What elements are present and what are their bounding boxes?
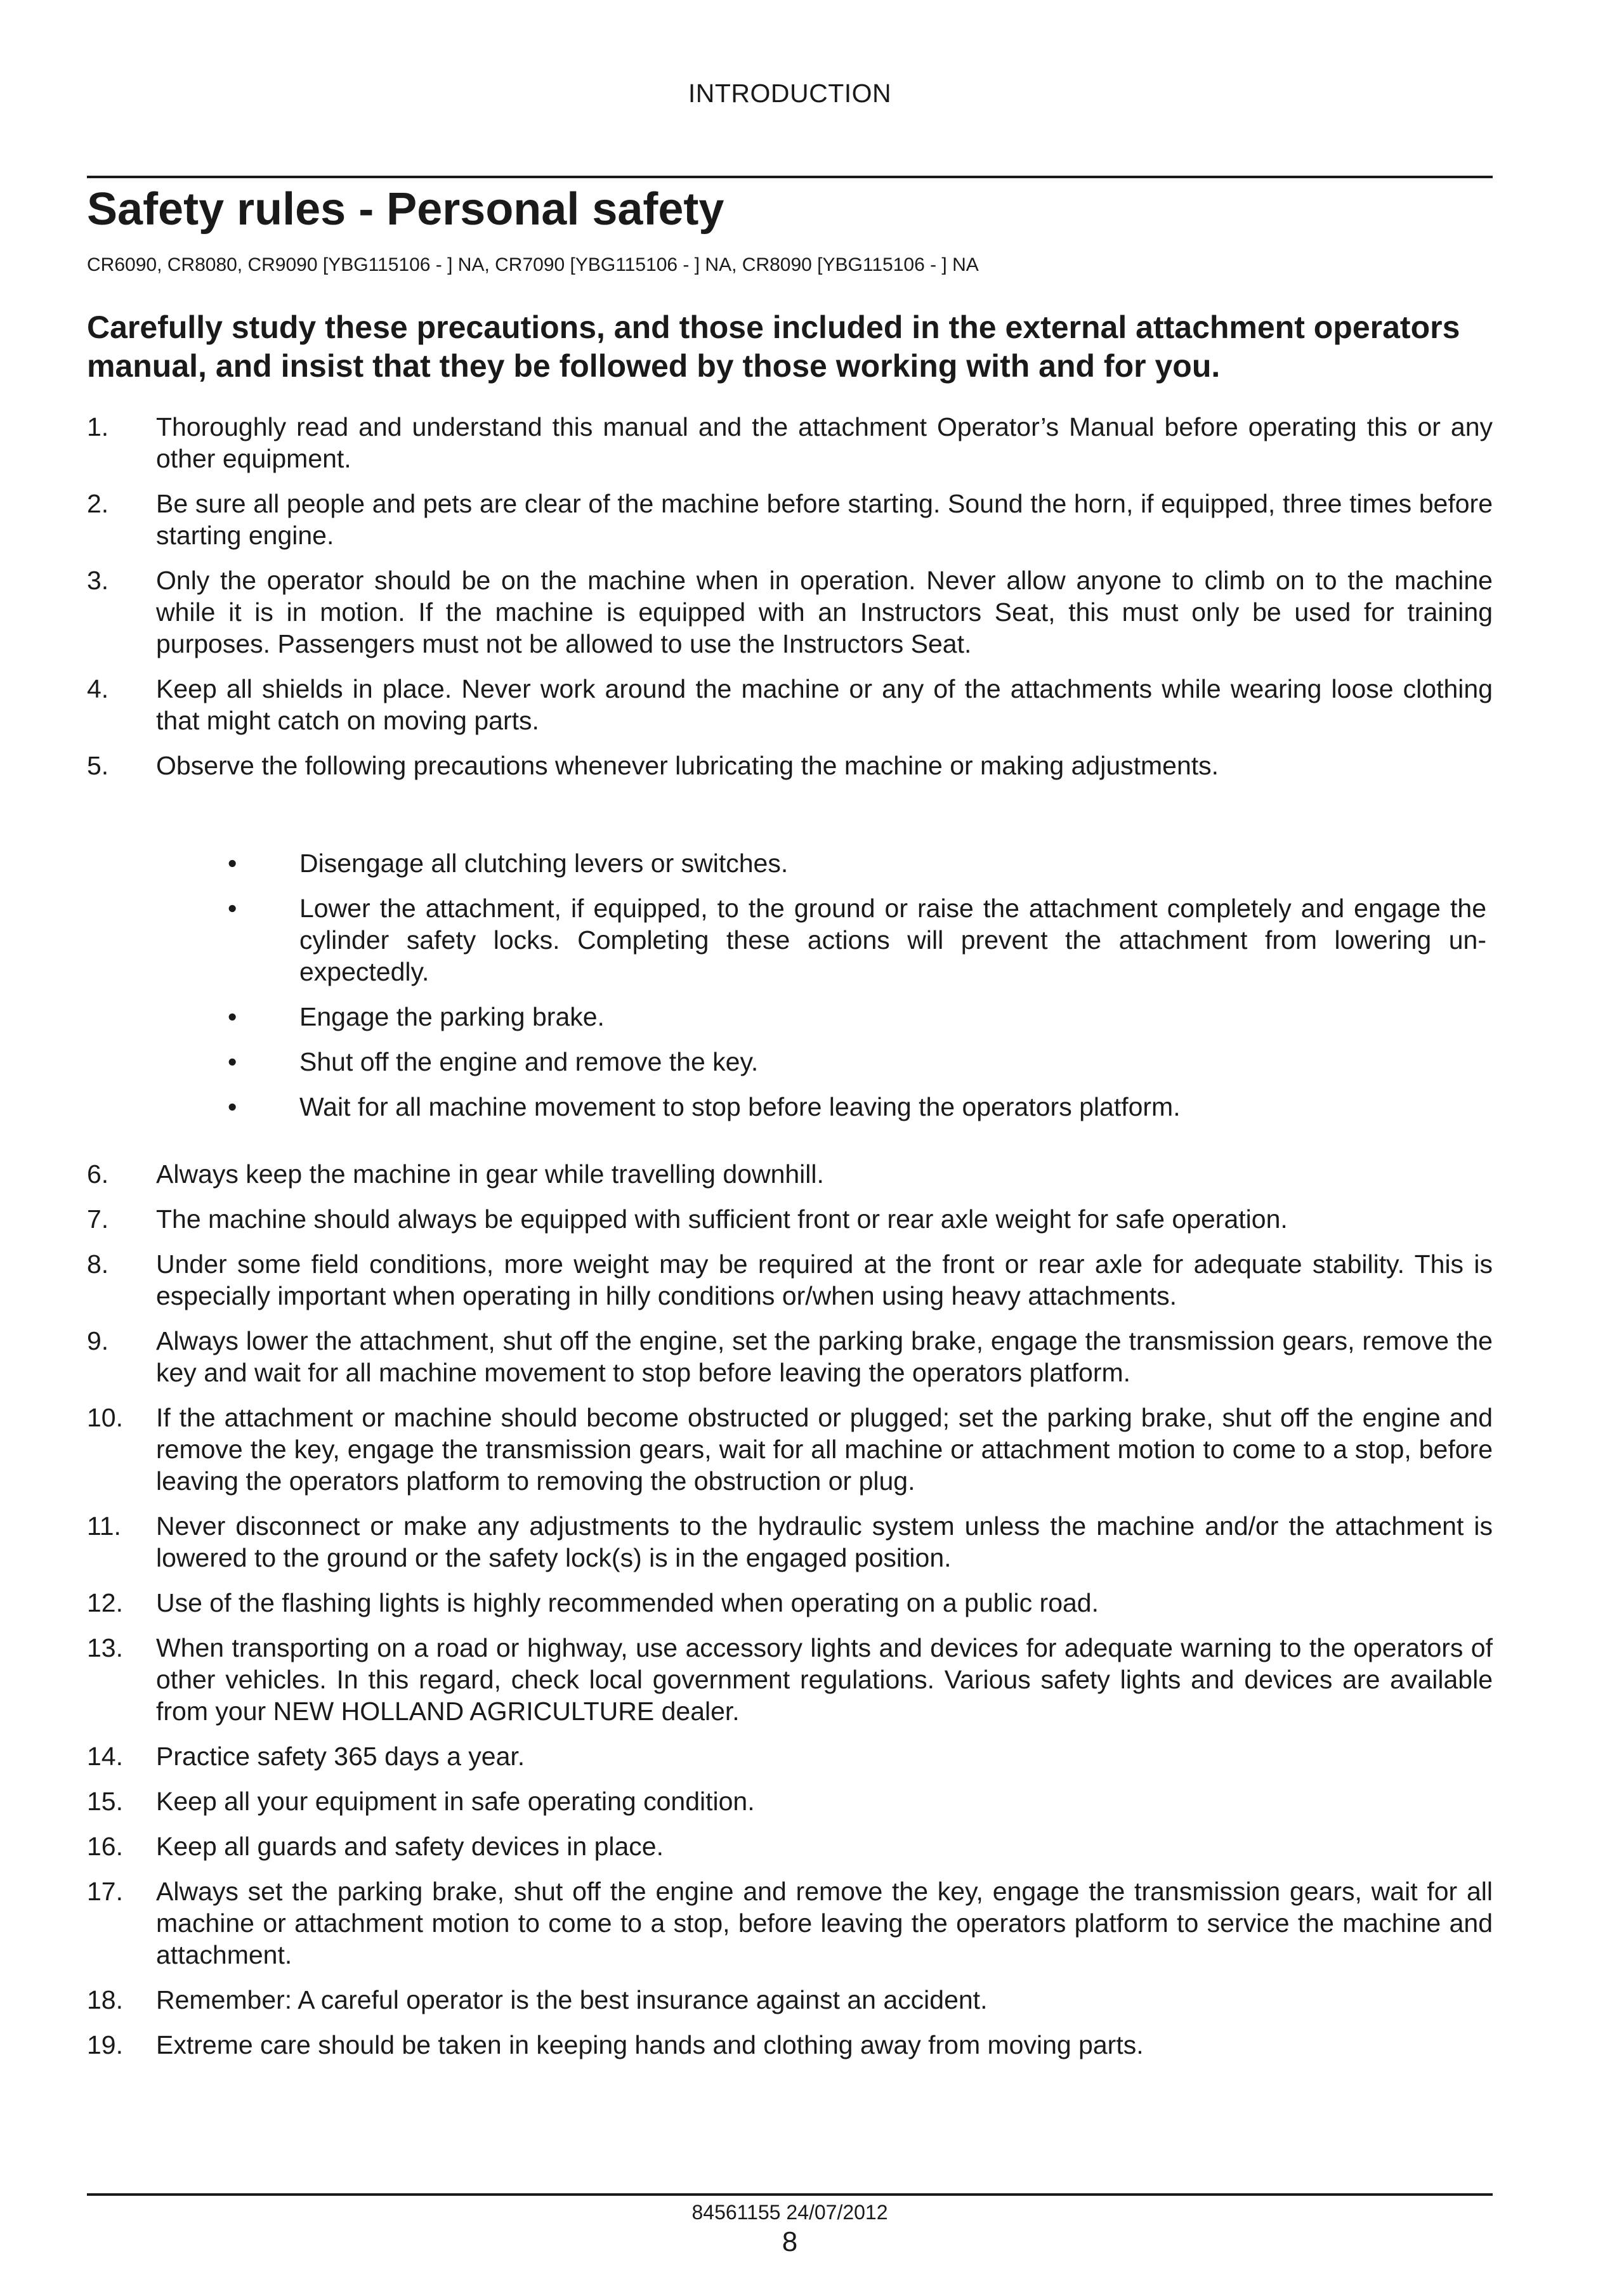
intro-statement: Carefully study these precautions, and those included in the external attachment operators manual, and insist that they be followed by those working with and for you.	[87, 310, 1460, 384]
list-item	[87, 1203, 1493, 1235]
item-number: 4.	[87, 674, 109, 703]
item-text: Observe the following precautions whenever lubricating the machine or making adjustments.	[156, 751, 1219, 780]
item-text: Practice safety 365 days a year.	[156, 1742, 525, 1771]
item-number: 11.	[87, 1511, 121, 1541]
bullet-marker: •	[228, 849, 237, 878]
bullet-item	[87, 847, 1493, 879]
item-number: 12.	[87, 1588, 123, 1617]
document-page	[87, 0, 1493, 2296]
item-text: Always keep the machine in gear while travelling downhill.	[156, 1159, 824, 1189]
item-number: 9.	[87, 1326, 109, 1355]
item-number: 2.	[87, 489, 109, 518]
list-item	[87, 564, 1493, 660]
item-number: 10.	[87, 1403, 123, 1432]
bullet-item	[87, 1001, 1493, 1033]
bullet-text: Wait for all machine movement to stop before leaving the operators platform.	[299, 1092, 1181, 1121]
list-item	[87, 1158, 1493, 1190]
bullet-text: Shut off the engine and remove the key.	[299, 1047, 759, 1076]
list-item	[87, 488, 1493, 551]
bullet-item	[87, 892, 1493, 988]
item-text: When transporting on a road or highway, use accessory lights and devices for adequate warning to the operators of other vehicles. In this regard, check local government regulations. Various safety lights and devices are available from your NEW HOLLAND AGRICULTURE dealer.	[156, 1633, 1493, 1726]
item-text: Only the operator should be on the machine when in operation. Never allow anyone to climb on to the machine while it is in motion. If the machine is equipped with an Instructors Seat, this must only be used for training purposes. Passengers must not be allowed to use the Instructors Seat.	[156, 566, 1493, 658]
list-item	[87, 1740, 1493, 1772]
list-item	[87, 1325, 1493, 1388]
item-text: If the attachment or machine should become obstructed or plugged; set the parking brake, shut off the engine and remove the key, engage the transmission gears, wait for all machine or attachment motion to come to a stop, before leaving the operators platform to removing the obstruction or plug.	[156, 1403, 1493, 1496]
list-item	[87, 1984, 1493, 2016]
list-item	[87, 1248, 1493, 1312]
list-item	[87, 411, 1493, 474]
bullet-item	[87, 1046, 1493, 1078]
item-number: 16.	[87, 1832, 123, 1861]
item-number: 7.	[87, 1204, 109, 1234]
list-item	[87, 2029, 1493, 2061]
item-text: Keep all shields in place. Never work around the machine or any of the attachments while wearing loose clothing that might catch on moving parts.	[156, 674, 1493, 735]
bullet-marker: •	[228, 1092, 237, 1121]
item-text: Always set the parking brake, shut off the engine and remove the key, engage the transmission gears, wait for all machine or attachment motion to come to a stop, before leaving the operators platform to service the machine and attachment.	[156, 1877, 1493, 1969]
bullet-marker: •	[228, 1047, 237, 1076]
model-applicability: CR6090, CR8080, CR9090 [YBG115106 - ] NA, CR7090 [YBG115106 - ] NA, CR8090 [YBG115106 - ] NA	[87, 254, 979, 275]
bullet-text: Lower the attachment, if equipped, to the ground or raise the attachment completely and engage the cylinder safety locks. Completing these actions will prevent the attachment from lowering un-expectedly.	[299, 894, 1486, 986]
item-number: 3.	[87, 566, 109, 595]
list-item	[87, 1510, 1493, 1574]
item-number: 18.	[87, 1985, 123, 2014]
item-number: 13.	[87, 1633, 123, 1662]
list-item	[87, 1402, 1493, 1497]
item-text: Always lower the attachment, shut off the engine, set the parking brake, engage the transmission gears, remove the key and wait for all machine movement to stop before leaving the operators platform.	[156, 1326, 1493, 1387]
item-number: 19.	[87, 2030, 123, 2059]
footer-rule	[87, 2193, 1493, 2196]
item-text: Extreme care should be taken in keeping hands and clothing away from moving parts.	[156, 2030, 1144, 2059]
page-number: 8	[782, 2226, 798, 2257]
list-item	[87, 673, 1493, 736]
item-number: 1.	[87, 412, 109, 441]
document-code: 84561155 24/07/2012	[691, 2201, 888, 2224]
item-text: Thoroughly read and understand this manual and the attachment Operator’s Manual before operating this or any other equipment.	[156, 412, 1493, 473]
list-item	[87, 1632, 1493, 1727]
bullet-marker: •	[228, 1002, 237, 1031]
item-text: Keep all your equipment in safe operating condition.	[156, 1787, 755, 1816]
item-number: 8.	[87, 1249, 109, 1279]
safety-rules-list-part1	[87, 411, 1493, 795]
item-text: Use of the flashing lights is highly recommended when operating on a public road.	[156, 1588, 1099, 1617]
header-rule	[87, 176, 1493, 178]
list-item	[87, 1875, 1493, 1971]
bullet-item	[87, 1091, 1493, 1123]
list-item	[87, 750, 1493, 781]
list-item	[87, 1785, 1493, 1817]
item-number: 15.	[87, 1787, 123, 1816]
running-header: INTRODUCTION	[688, 79, 892, 108]
list-item	[87, 1587, 1493, 1619]
item-text: Remember: A careful operator is the best insurance against an accident.	[156, 1985, 988, 2014]
safety-rules-list-part2	[87, 1158, 1493, 2074]
item-text: Be sure all people and pets are clear of the machine before starting. Sound the horn, if equipped, three times before starting engine.	[156, 489, 1493, 550]
item-text: Never disconnect or make any adjustments to the hydraulic system unless the machine and/or the attachment is lowered to the ground or the safety lock(s) is in the engaged position.	[156, 1511, 1493, 1572]
item-number: 6.	[87, 1159, 109, 1189]
lubrication-precautions-list	[87, 847, 1493, 1136]
item-number: 5.	[87, 751, 109, 780]
item-text: The machine should always be equipped with sufficient front or rear axle weight for safe operation.	[156, 1204, 1288, 1234]
page-title: Safety rules - Personal safety	[87, 184, 724, 235]
item-text: Under some field conditions, more weight may be required at the front or rear axle for adequate stability. This is especially important when operating in hilly conditions or/when using heavy attachments.	[156, 1249, 1493, 1310]
bullet-marker: •	[228, 894, 237, 923]
item-text: Keep all guards and safety devices in place.	[156, 1832, 664, 1861]
bullet-text: Disengage all clutching levers or switches.	[299, 849, 789, 878]
list-item	[87, 1830, 1493, 1862]
item-number: 17.	[87, 1877, 123, 1906]
bullet-text: Engage the parking brake.	[299, 1002, 605, 1031]
item-number: 14.	[87, 1742, 123, 1771]
